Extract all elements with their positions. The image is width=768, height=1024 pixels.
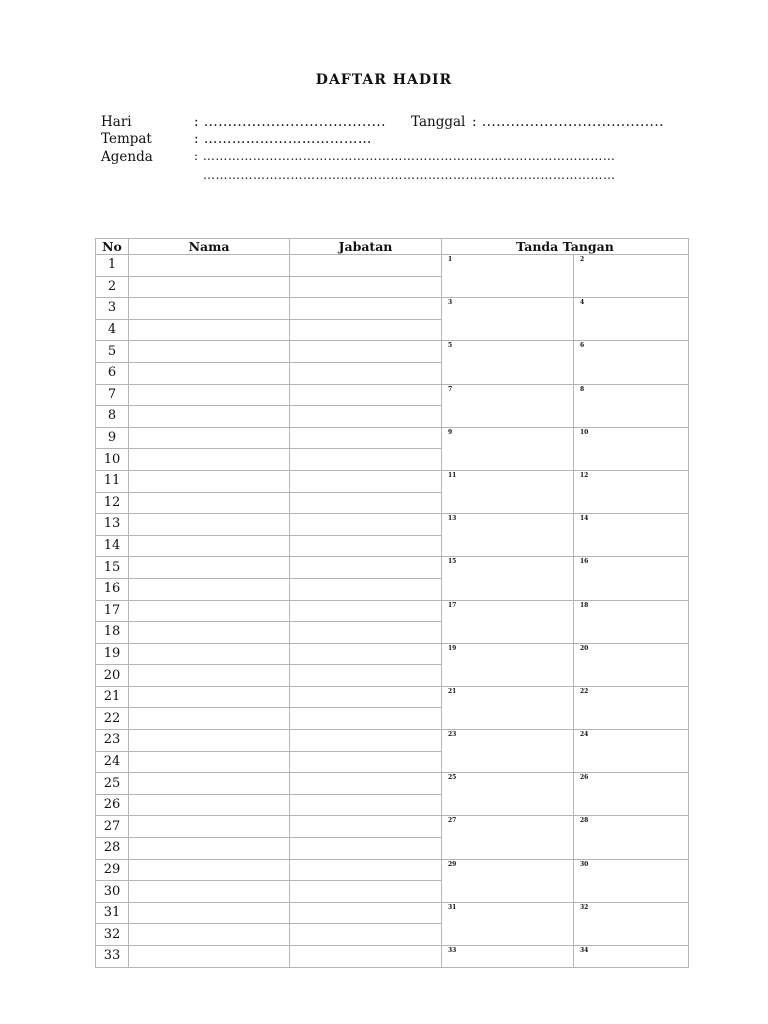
- signature-number: 4: [580, 299, 585, 307]
- signature-cell[interactable]: [442, 255, 574, 298]
- signature-number: 32: [580, 903, 589, 911]
- nama-cell[interactable]: [129, 319, 290, 341]
- jabatan-cell[interactable]: [290, 298, 442, 320]
- jabatan-cell[interactable]: [290, 730, 442, 752]
- signature-number: 31: [448, 903, 457, 911]
- row-number: 12: [96, 492, 129, 514]
- jabatan-cell[interactable]: [290, 816, 442, 838]
- jabatan-cell[interactable]: [290, 535, 442, 557]
- signature-number: 13: [448, 515, 457, 523]
- jabatan-cell[interactable]: [290, 622, 442, 644]
- jabatan-cell[interactable]: [290, 557, 442, 579]
- nama-cell[interactable]: [129, 276, 290, 298]
- nama-cell[interactable]: [129, 924, 290, 946]
- jabatan-cell[interactable]: [290, 665, 442, 687]
- jabatan-cell[interactable]: [290, 384, 442, 406]
- signature-number: 14: [580, 515, 589, 523]
- signature-number: 9: [448, 428, 453, 436]
- hari-label: Hari: [101, 114, 132, 130]
- nama-cell[interactable]: [129, 557, 290, 579]
- signature-number: 22: [580, 687, 589, 695]
- row-number: 30: [96, 881, 129, 903]
- jabatan-cell[interactable]: [290, 643, 442, 665]
- table-row: [96, 600, 689, 622]
- nama-cell[interactable]: [129, 881, 290, 903]
- nama-cell[interactable]: [129, 406, 290, 428]
- nama-cell[interactable]: [129, 708, 290, 730]
- signature-cell[interactable]: [574, 341, 689, 384]
- tempat-label: Tempat: [101, 131, 152, 147]
- jabatan-cell[interactable]: [290, 578, 442, 600]
- signature-number: 24: [580, 731, 589, 739]
- attendance-table: [95, 238, 689, 968]
- signature-cell[interactable]: [574, 600, 689, 643]
- table-row: [96, 427, 689, 449]
- signature-number: 11: [448, 471, 457, 479]
- table-row: [96, 946, 689, 968]
- agenda-field-line1[interactable]: : ………………………………………………………………………………………: [194, 149, 616, 163]
- jabatan-cell[interactable]: [290, 838, 442, 860]
- signature-number: 25: [448, 774, 457, 782]
- signature-number: 34: [580, 947, 589, 954]
- nama-cell[interactable]: [129, 600, 290, 622]
- jabatan-cell[interactable]: [290, 276, 442, 298]
- row-number: 19: [96, 643, 129, 665]
- signature-number: 21: [448, 687, 457, 695]
- document-title: DAFTAR HADIR: [315, 72, 453, 88]
- table-row: [96, 255, 689, 277]
- row-number: 33: [96, 946, 129, 968]
- nama-cell[interactable]: [129, 514, 290, 536]
- nama-cell[interactable]: [129, 578, 290, 600]
- agenda-label: Agenda: [101, 149, 153, 165]
- signature-cell[interactable]: [574, 470, 689, 513]
- table-row: [96, 384, 689, 406]
- row-number: 17: [96, 600, 129, 622]
- row-number: 8: [96, 406, 129, 428]
- signature-cell[interactable]: [574, 773, 689, 816]
- signature-cell[interactable]: [574, 514, 689, 557]
- signature-cell[interactable]: [442, 298, 574, 341]
- table-row: [96, 686, 689, 708]
- attendance-body: [96, 255, 689, 968]
- nama-cell[interactable]: [129, 751, 290, 773]
- table-row: [96, 859, 689, 881]
- nama-cell[interactable]: [129, 255, 290, 277]
- signature-cell[interactable]: [574, 859, 689, 902]
- row-number: 9: [96, 427, 129, 449]
- signature-number: 19: [448, 644, 457, 652]
- table-row: [96, 816, 689, 838]
- signature-number: 12: [580, 471, 589, 479]
- jabatan-cell[interactable]: [290, 751, 442, 773]
- row-number: 2: [96, 276, 129, 298]
- signature-cell[interactable]: [442, 384, 574, 427]
- nama-cell[interactable]: [129, 838, 290, 860]
- signature-cell[interactable]: [574, 946, 689, 968]
- signature-cell[interactable]: [574, 816, 689, 859]
- jabatan-cell[interactable]: [290, 492, 442, 514]
- signature-cell[interactable]: [574, 686, 689, 729]
- signature-cell[interactable]: [442, 730, 574, 773]
- signature-number: 3: [448, 299, 453, 307]
- signature-cell[interactable]: [574, 427, 689, 470]
- row-number: 13: [96, 514, 129, 536]
- nama-cell[interactable]: [129, 816, 290, 838]
- signature-cell[interactable]: [442, 341, 574, 384]
- row-number: 26: [96, 794, 129, 816]
- nama-cell[interactable]: [129, 794, 290, 816]
- table-row: [96, 643, 689, 665]
- table-row: [96, 730, 689, 752]
- signature-cell[interactable]: [442, 470, 574, 513]
- row-number: 11: [96, 470, 129, 492]
- nama-cell[interactable]: [129, 492, 290, 514]
- row-number: 21: [96, 686, 129, 708]
- jabatan-cell[interactable]: [290, 881, 442, 903]
- signature-number: 30: [580, 860, 589, 868]
- signature-number: 18: [580, 601, 589, 609]
- nama-cell[interactable]: [129, 643, 290, 665]
- row-number: 27: [96, 816, 129, 838]
- jabatan-cell[interactable]: [290, 794, 442, 816]
- signature-cell[interactable]: [442, 557, 574, 600]
- row-number: 4: [96, 319, 129, 341]
- signature-cell[interactable]: [574, 730, 689, 773]
- signature-number: 23: [448, 731, 457, 739]
- nama-cell[interactable]: [129, 686, 290, 708]
- signature-number: 10: [580, 428, 589, 436]
- signature-number: 27: [448, 817, 457, 825]
- signature-cell[interactable]: [442, 600, 574, 643]
- row-number: 15: [96, 557, 129, 579]
- signature-cell[interactable]: [574, 384, 689, 427]
- signature-cell[interactable]: [442, 816, 574, 859]
- signature-cell[interactable]: [442, 902, 574, 945]
- signature-cell[interactable]: [442, 859, 574, 902]
- signature-number: 33: [448, 947, 457, 954]
- signature-number: 1: [448, 256, 453, 263]
- jabatan-cell[interactable]: [290, 406, 442, 428]
- table-row: [96, 298, 689, 320]
- header-tanda-tangan: Tanda Tangan: [442, 239, 689, 255]
- header-no: No: [96, 239, 129, 255]
- nama-cell[interactable]: [129, 362, 290, 384]
- signature-number: 20: [580, 644, 589, 652]
- signature-number: 15: [448, 558, 457, 566]
- nama-cell[interactable]: [129, 298, 290, 320]
- row-number: 31: [96, 902, 129, 924]
- signature-number: 29: [448, 860, 457, 868]
- table-header-row: [96, 239, 689, 255]
- nama-cell[interactable]: [129, 449, 290, 471]
- signature-number: 6: [580, 342, 585, 350]
- nama-cell[interactable]: [129, 384, 290, 406]
- row-number: 25: [96, 773, 129, 795]
- signature-cell[interactable]: [442, 427, 574, 470]
- jabatan-cell[interactable]: [290, 924, 442, 946]
- signature-number: 16: [580, 558, 589, 566]
- header-nama: Nama: [129, 239, 290, 255]
- signature-cell[interactable]: [574, 298, 689, 341]
- row-number: 32: [96, 924, 129, 946]
- nama-cell[interactable]: [129, 665, 290, 687]
- jabatan-cell[interactable]: [290, 341, 442, 363]
- row-number: 16: [96, 578, 129, 600]
- table-row: [96, 470, 689, 492]
- signature-number: 7: [448, 385, 453, 393]
- signature-cell[interactable]: [442, 514, 574, 557]
- signature-number: 28: [580, 817, 589, 825]
- nama-cell[interactable]: [129, 427, 290, 449]
- jabatan-cell[interactable]: [290, 600, 442, 622]
- table-row: [96, 514, 689, 536]
- nama-cell[interactable]: [129, 902, 290, 924]
- jabatan-cell[interactable]: [290, 686, 442, 708]
- row-number: 14: [96, 535, 129, 557]
- hari-field[interactable]: : ......................................: [194, 114, 386, 130]
- nama-cell[interactable]: [129, 946, 290, 968]
- signature-cell[interactable]: [574, 557, 689, 600]
- jabatan-cell[interactable]: [290, 946, 442, 968]
- jabatan-cell[interactable]: [290, 902, 442, 924]
- signature-number: 8: [580, 385, 585, 393]
- jabatan-cell[interactable]: [290, 319, 442, 341]
- row-number: 20: [96, 665, 129, 687]
- hari-row: [101, 114, 132, 130]
- row-number: 24: [96, 751, 129, 773]
- tanggal-label: Tanggal: [411, 114, 466, 130]
- signature-cell[interactable]: [442, 686, 574, 729]
- signature-cell[interactable]: [574, 902, 689, 945]
- table-row: [96, 902, 689, 924]
- row-number: 18: [96, 622, 129, 644]
- tanggal-field[interactable]: : ......................................: [472, 114, 664, 130]
- jabatan-cell[interactable]: [290, 708, 442, 730]
- table-row: [96, 773, 689, 795]
- nama-cell[interactable]: [129, 535, 290, 557]
- nama-cell[interactable]: [129, 859, 290, 881]
- table-row: [96, 341, 689, 363]
- table-row: [96, 557, 689, 579]
- nama-cell[interactable]: [129, 773, 290, 795]
- agenda-field-line2[interactable]: ………………………………………………………………………………………: [203, 168, 616, 182]
- signature-cell[interactable]: [442, 773, 574, 816]
- tempat-field[interactable]: : ………………………………: [194, 131, 372, 147]
- nama-cell[interactable]: [129, 470, 290, 492]
- jabatan-cell[interactable]: [290, 449, 442, 471]
- signature-cell[interactable]: [442, 643, 574, 686]
- row-number: 5: [96, 341, 129, 363]
- row-number: 28: [96, 838, 129, 860]
- jabatan-cell[interactable]: [290, 859, 442, 881]
- signature-number: 2: [580, 256, 585, 263]
- signature-number: 26: [580, 774, 589, 782]
- signature-cell[interactable]: [574, 643, 689, 686]
- row-number: 23: [96, 730, 129, 752]
- row-number: 29: [96, 859, 129, 881]
- signature-cell[interactable]: [574, 255, 689, 298]
- signature-cell[interactable]: [442, 946, 574, 968]
- jabatan-cell[interactable]: [290, 773, 442, 795]
- jabatan-cell[interactable]: [290, 514, 442, 536]
- row-number: 6: [96, 362, 129, 384]
- row-number: 7: [96, 384, 129, 406]
- jabatan-cell[interactable]: [290, 255, 442, 277]
- signature-number: 17: [448, 601, 457, 609]
- row-number: 3: [96, 298, 129, 320]
- row-number: 1: [96, 255, 129, 277]
- nama-cell[interactable]: [129, 730, 290, 752]
- nama-cell[interactable]: [129, 341, 290, 363]
- nama-cell[interactable]: [129, 622, 290, 644]
- row-number: 22: [96, 708, 129, 730]
- jabatan-cell[interactable]: [290, 427, 442, 449]
- signature-number: 5: [448, 342, 453, 350]
- jabatan-cell[interactable]: [290, 470, 442, 492]
- header-jabatan: Jabatan: [290, 239, 442, 255]
- jabatan-cell[interactable]: [290, 362, 442, 384]
- row-number: 10: [96, 449, 129, 471]
